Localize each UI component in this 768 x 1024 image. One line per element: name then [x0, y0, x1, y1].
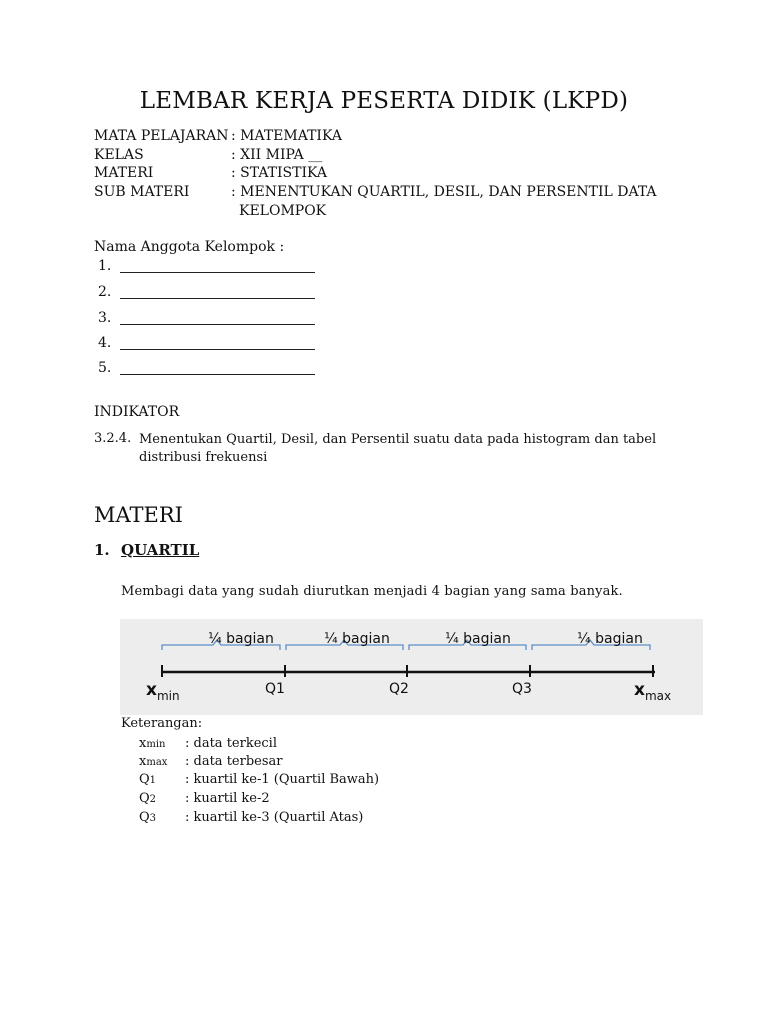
member-row[interactable]: [98, 335, 120, 351]
materi-heading: MATERI: [94, 503, 183, 527]
legend-desc: : kuartil ke-2: [185, 791, 270, 806]
indicator-heading: INDIKATOR: [94, 404, 180, 420]
meta-key: KELAS: [94, 147, 144, 163]
legend-item: [139, 736, 277, 751]
members-label: Nama Anggota Kelompok :: [94, 239, 285, 255]
legend-symbol: Q3: [139, 810, 157, 825]
legend-symbol: Q2: [139, 791, 157, 806]
label-q3: Q3: [512, 681, 532, 697]
meta-value: : STATISTIKA: [231, 165, 328, 181]
indicator-text: Menentukan Quartil, Desil, dan Persentil suatu data pada histogram dan tabel distribusi frekuensi: [139, 432, 657, 465]
meta-row-subject: [94, 128, 342, 144]
legend-symbol: xmax: [139, 754, 168, 769]
meta-key: MATA PELAJARAN: [94, 128, 229, 144]
legend-desc: : kuartil ke-3 (Quartil Atas): [185, 810, 364, 825]
segment-label-2: ¼ bagian: [324, 631, 390, 647]
member-number: 1.: [98, 258, 112, 274]
legend-item: [139, 810, 363, 825]
label-q2: Q2: [389, 681, 409, 697]
member-name-line[interactable]: [120, 324, 315, 325]
meta-value: : MENENTUKAN QUARTIL, DESIL, DAN PERSENTIL DATA: [231, 184, 657, 200]
member-number: 5.: [98, 360, 112, 376]
meta-value: : XII MIPA __: [231, 147, 323, 163]
meta-key: MATERI: [94, 165, 154, 181]
legend-symbol: Q1: [139, 772, 157, 787]
legend-desc: : data terbesar: [185, 754, 283, 769]
legend-symbol: xmin: [139, 736, 166, 751]
label-x-min: $x_{min}$: [146, 680, 180, 703]
member-row[interactable]: [98, 310, 120, 326]
legend-item: [139, 754, 282, 769]
page-title: LEMBAR KERJA PESERTA DIDIK (LKPD): [139, 88, 629, 114]
meta-row-class: [94, 147, 322, 163]
legend-item: [139, 772, 379, 787]
member-name-line[interactable]: [120, 272, 315, 273]
member-row[interactable]: [98, 284, 120, 300]
member-number: 4.: [98, 335, 112, 351]
indicator-code: 3.2.4.: [94, 431, 132, 446]
legend-item: [139, 791, 270, 806]
member-name-line[interactable]: [120, 349, 315, 350]
section-title: QUARTIL: [121, 541, 200, 559]
meta-continuation: KELOMPOK: [239, 203, 327, 219]
quartil-description: Membagi data yang sudah diurutkan menjadi 4 bagian yang sama banyak.: [121, 584, 623, 599]
label-x-max: $x_{max}$: [634, 680, 672, 703]
member-number: 2.: [98, 284, 112, 300]
segment-label-3: ¼ bagian: [445, 631, 511, 647]
segment-label-1: ¼ bagian: [208, 631, 274, 647]
legend-desc: : kuartil ke-1 (Quartil Bawah): [185, 772, 380, 787]
meta-value: : MATEMATIKA: [231, 128, 342, 144]
quartile-diagram-svg: [120, 619, 703, 715]
meta-row-material: [94, 165, 327, 181]
member-name-line[interactable]: [120, 298, 315, 299]
section-heading-quartil: [94, 541, 199, 559]
member-name-line[interactable]: [120, 374, 315, 375]
segment-label-4: ¼ bagian: [577, 631, 643, 647]
member-row[interactable]: [98, 258, 120, 274]
quartile-diagram: [120, 619, 703, 715]
legend-desc: : data terkecil: [185, 736, 277, 751]
member-row[interactable]: [98, 360, 120, 376]
meta-key: SUB MATERI: [94, 184, 190, 200]
member-number: 3.: [98, 310, 112, 326]
section-number: 1.: [94, 541, 110, 559]
label-q1: Q1: [265, 681, 285, 697]
meta-row-submaterial: [94, 184, 657, 200]
legend-heading: Keterangan:: [121, 716, 203, 731]
